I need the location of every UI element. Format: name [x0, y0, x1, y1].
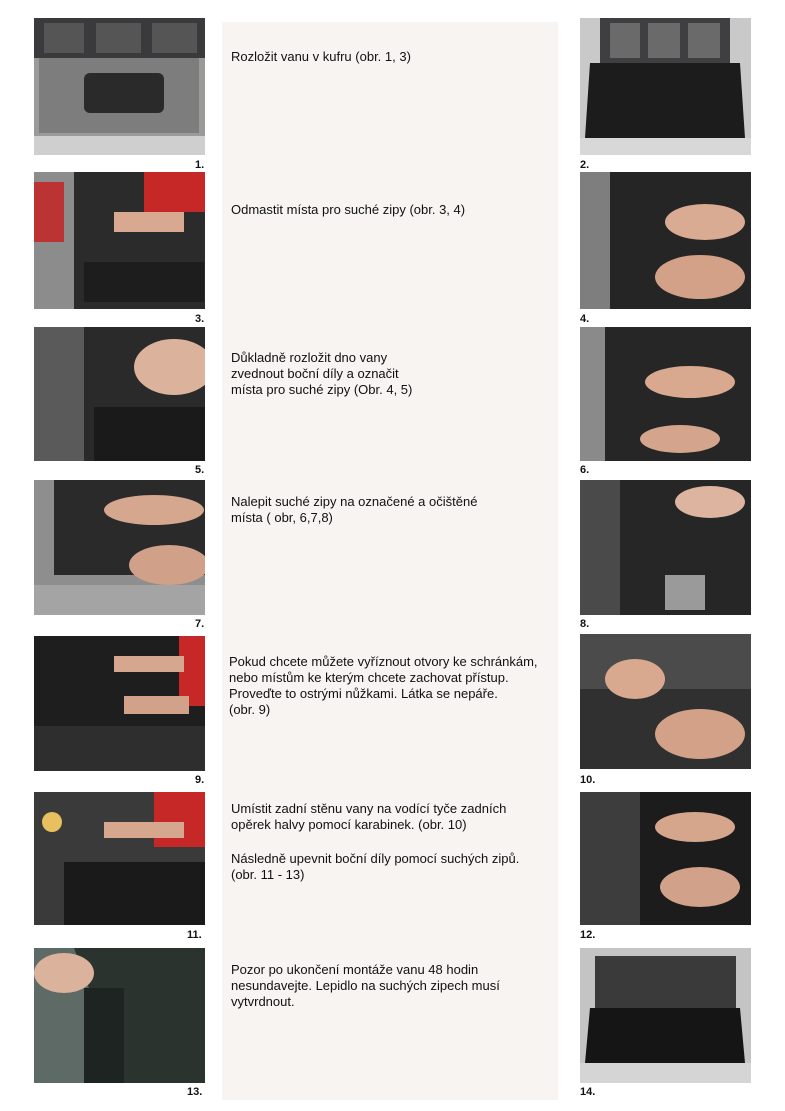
- photo-9: [34, 636, 205, 771]
- photo-label-10: 10.: [580, 774, 596, 786]
- photo-10: [580, 634, 751, 769]
- step-text-5: Pokud chcete můžete vyříznout otvory ke schránkám, nebo místům ke kterým chcete zachovat přístup. Proveďte to ostrými nůžkami. Látka se nepáře. (obr. 9): [229, 654, 538, 717]
- photo-label-6: 6.: [580, 464, 590, 476]
- photo-2: [580, 18, 751, 155]
- photo-label-2: 2.: [580, 159, 590, 171]
- photo-label-12: 12.: [580, 929, 596, 941]
- photo-label-9: 9.: [195, 774, 205, 786]
- photo-label-11: 11.: [187, 929, 202, 941]
- step-text-7: Následně upevnit boční díly pomocí suchých zipů. (obr. 11 - 13): [231, 851, 520, 882]
- photo-label-13: 13.: [187, 1086, 203, 1098]
- photo-3: [34, 172, 205, 309]
- step-text-2: Odmastit místa pro suché zipy (obr. 3, 4): [231, 202, 466, 217]
- step-text-6: Umístit zadní stěnu vany na vodící tyče zadních opěrek halvy pomocí karabinek. (obr. 10): [231, 801, 507, 832]
- instructions-panel: [222, 22, 558, 1100]
- photo-label-8: 8.: [580, 618, 590, 630]
- photo-label-14: 14.: [580, 1086, 596, 1098]
- photo-13: [34, 948, 205, 1083]
- photo-1: [34, 18, 205, 155]
- photo-4: [580, 172, 751, 309]
- photo-label-5: 5.: [195, 464, 205, 476]
- photo-label-1: 1.: [195, 159, 205, 171]
- photo-12: [580, 792, 751, 925]
- photo-label-3: 3.: [195, 313, 205, 325]
- photo-label-7: 7.: [195, 618, 205, 630]
- photo-8: [580, 480, 751, 615]
- photo-label-4: 4.: [580, 313, 590, 325]
- photo-5: [34, 327, 205, 461]
- step-text-1: Rozložit vanu v kufru (obr. 1, 3): [231, 49, 411, 64]
- photo-11: [34, 792, 205, 925]
- step-text-4: Nalepit suché zipy na označené a očištěné místa ( obr, 6,7,8): [231, 494, 478, 525]
- step-text-3: Důkladně rozložit dno vany zvednout boční díly a označit místa pro suché zipy (Obr. 4, 5): [231, 350, 413, 397]
- photo-14: [580, 948, 751, 1083]
- photo-7: [34, 480, 205, 615]
- photo-6: [580, 327, 751, 461]
- step-text-8: Pozor po ukončení montáže vanu 48 hodin nesundavejte. Lepidlo na suchých zipech musí vytvrdnout.: [231, 962, 500, 1009]
